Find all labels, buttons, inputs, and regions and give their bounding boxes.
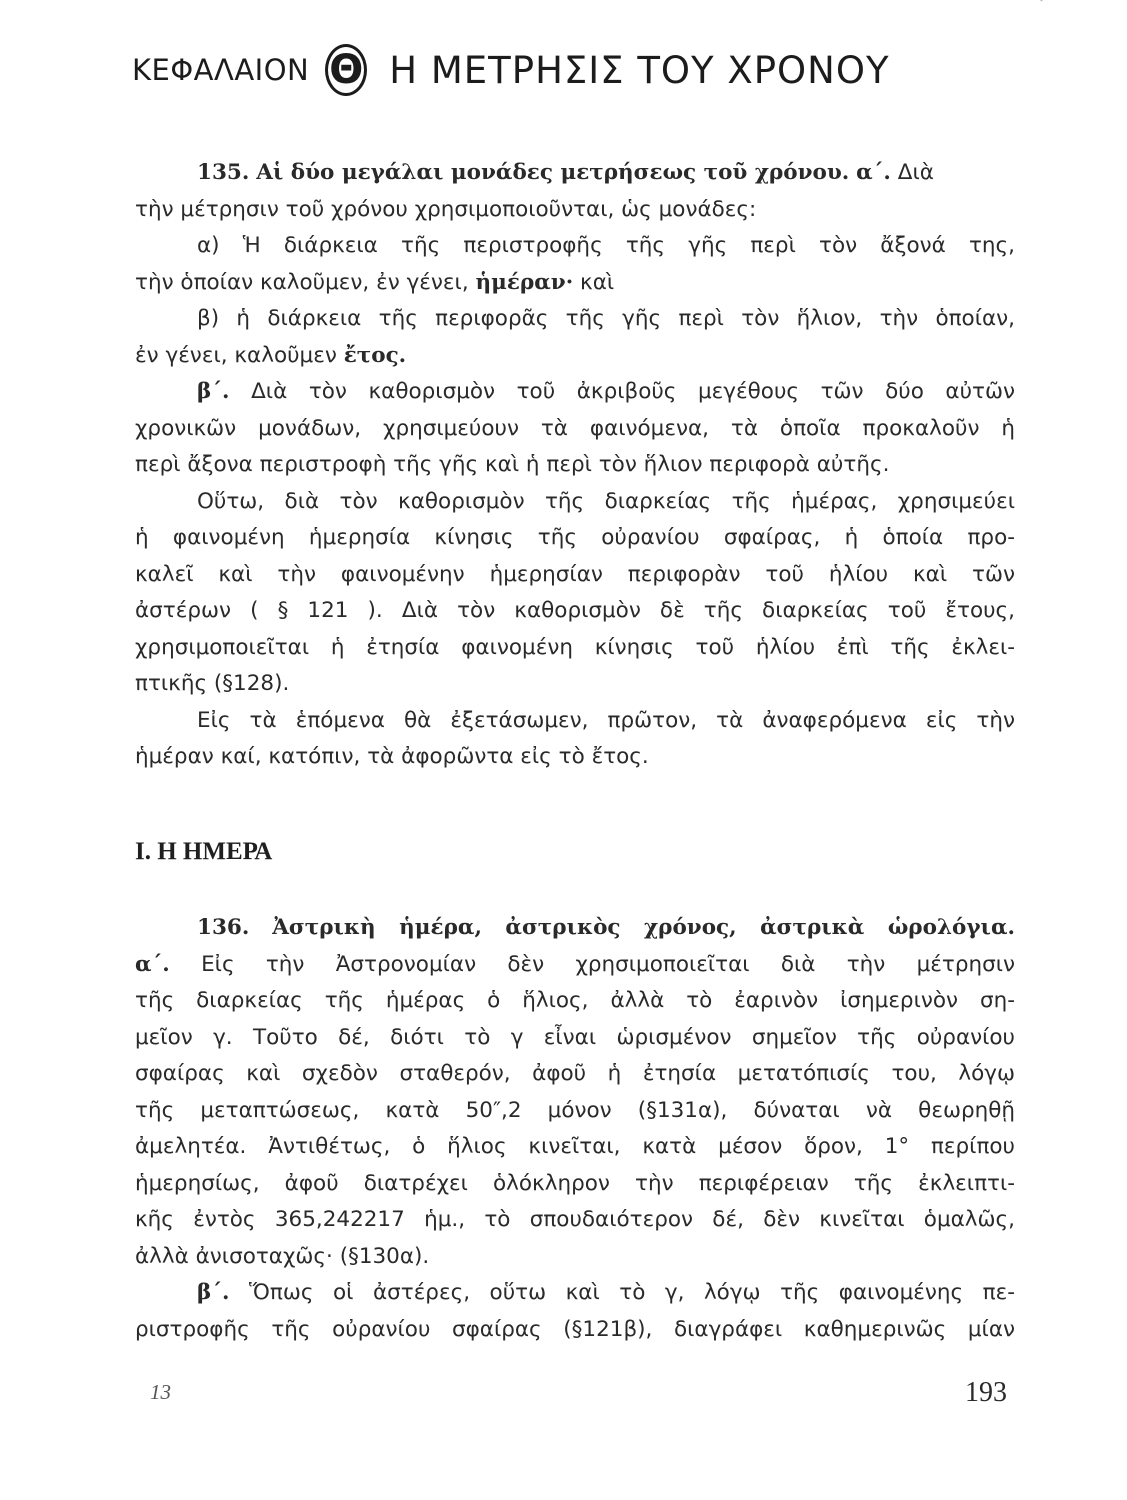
chapter-label: ΚΕΦΑΛΑΙΟΝ (132, 53, 310, 87)
paragraph-line: β) ἡ διάρκεια τῆς περιφορᾶς τῆς γῆς περὶ τὸν ἥλιον, τὴν ὁποίαν, (197, 306, 1015, 331)
part-mark: α΄. (856, 160, 891, 185)
section-135 (135, 155, 1015, 776)
chapter-number: Θ (325, 44, 367, 96)
paragraph-line: περὶ ἄξονα περιστροφὴ τῆς γῆς καὶ ἡ περὶ τὸν ἥλιον περιφορὰ αὐτῆς. (135, 452, 890, 477)
paragraph-line: ἀστέρων ( § 121 ). Διὰ τὸν καθορισμὸν δὲ τῆς διαρκείας τοῦ ἔτους, (135, 598, 1015, 623)
page-number: 193 (965, 1377, 1007, 1408)
paragraph-line: τῆς διαρκείας τῆς ἡμέρας ὁ ἥλιος, ἀλλὰ τὸ ἐαρινὸν ἰσημερινὸν ση- (135, 988, 1015, 1013)
paragraph-line: Εἰς τὰ ἑπόμενα θὰ ἐξετάσωμεν, πρῶτον, τὰ ἀναφερόμενα εἰς τὴν (197, 707, 1015, 733)
paragraph-line: Οὕτω, διὰ τὸν καθορισμὸν τῆς διαρκείας τῆς ἡμέρας, χρησιμεύει (197, 488, 1015, 514)
paragraph-line: κῆς ἐντὸς 365,242217 ἡμ., τὸ σπουδαιότερον δέ, δὲν κινεῖται ὁμαλῶς, (135, 1207, 1015, 1232)
paragraph-line: Διὰ (897, 160, 934, 185)
paragraph-line: ἡ φαινομένη ἡμερησία κίνησις τῆς οὐρανίου σφαίρας, ἡ ὁποία προ- (135, 525, 1015, 550)
paragraph-line-with-bold (135, 265, 1015, 302)
paragraph-text: τὴν ὁποίαν καλοῦμεν, ἐν γένει, (135, 269, 469, 295)
paragraph-line: μεῖον γ. Τοῦτο δέ, διότι τὸ γ εἶναι ὡρισμένον σημεῖον τῆς οὐρανίου (135, 1024, 1015, 1050)
bold-term: ἡμέραν· (475, 269, 574, 295)
part-mark: β΄. (197, 1280, 230, 1305)
paragraph-line-part-a (135, 947, 1015, 984)
paragraph-text: Εἰς τὴν Ἀστρονομίαν δὲν χρησιμοποιεῖται διὰ τὴν μέτρησιν (201, 951, 1015, 977)
paragraph-text: ἐν γένει, καλοῦμεν (135, 342, 337, 368)
section-title: Αἱ δύο μεγάλαι μονάδες μετρήσεως τοῦ χρόνου. (256, 160, 850, 185)
section-number: 135. (197, 160, 250, 185)
paragraph-line: πτικῆς (§128). (135, 671, 290, 696)
paragraph-line: σφαίρας καὶ σχεδὸν σταθερόν, ἀφοῦ ἡ ἐτησία μετατόπισίς του, λόγῳ (135, 1061, 1015, 1086)
paragraph-line: ἀμελητέα. Ἀντιθέτως, ὁ ἥλιος κινεῖται, κατὰ μέσον ὅρον, 1° περίπου (135, 1134, 1015, 1159)
section-number: 136. (197, 915, 250, 940)
paragraph-line: ἡμερησίως, ἀφοῦ διατρέχει ὁλόκληρον τὴν περιφέρειαν τῆς ἐκλειπτι- (135, 1170, 1015, 1196)
paragraph-line-part-b (135, 374, 1015, 411)
chapter-header (132, 40, 892, 100)
part-mark: β΄. (197, 379, 230, 404)
paragraph-line: καλεῖ καὶ τὴν φαινομένην ἡμερησίαν περιφορὰν τοῦ ἡλίου καὶ τῶν (135, 561, 1015, 587)
paragraph-line-with-bold (135, 338, 1015, 375)
bold-term: ἔτος. (343, 342, 407, 368)
scan-corner-mark (1040, 0, 1087, 2)
paragraph-line: τῆς μεταπτώσεως, κατὰ 50″,2 μόνον (§131α), δύναται νὰ θεωρηθῇ (135, 1097, 1015, 1123)
paragraph-text: καὶ (580, 269, 615, 295)
paragraph-line: χρησιμοποιεῖται ἡ ἐτησία φαινομένη κίνησις τοῦ ἡλίου ἐπὶ τῆς ἐκλει- (135, 634, 1015, 660)
paragraph-text: Ὅπως οἱ ἀστέρες, οὕτω καὶ τὸ γ, λόγῳ τῆς φαινομένης πε- (249, 1280, 1015, 1305)
paragraph-line: ἀλλὰ ἀνισοταχῶς· (§130α). (135, 1243, 430, 1269)
paragraph-line: α) Ἡ διάρκεια τῆς περιστροφῆς τῆς γῆς περὶ τὸν ἄξονά της, (197, 233, 1015, 258)
paragraph-line: τὴν μέτρησιν τοῦ χρόνου χρησιμοποιοῦνται, ὡς μονάδες: (135, 196, 757, 222)
paragraph-line: χρονικῶν μονάδων, χρησιμεύουν τὰ φαινόμενα, τὰ ὁποῖα προκαλοῦν ἡ (135, 415, 1015, 441)
section-135-heading-line (135, 155, 1015, 192)
part-mark: α΄. (135, 951, 170, 977)
section-136-heading-line (135, 910, 1015, 947)
section-136 (135, 910, 1015, 1348)
paragraph-text: Διὰ τὸν καθορισμὸν τοῦ ἀκριβοῦς μεγέθους τῶν δύο αὐτῶν (251, 379, 1015, 404)
paragraph-line: ριστροφῆς τῆς οὐρανίου σφαίρας (§121β), διαγράφει καθημερινῶς μίαν (135, 1316, 1015, 1342)
section-title: Ἀστρικὴ ἡμέρα, ἀστρικὸς χρόνος, ἀστρικὰ ὡρολόγια. (272, 915, 1015, 940)
subsection-heading: Ι. Η ΗΜΕΡΑ (135, 838, 273, 865)
chapter-title: Η ΜΕΤΡΗΣΙΣ ΤΟΥ ΧΡΟΝΟΥ (389, 48, 890, 92)
signature-mark: 13 (150, 1380, 171, 1404)
paragraph-line: ἡμέραν καί, κατόπιν, τὰ ἀφορῶντα εἰς τὸ ἔτος. (135, 744, 649, 769)
paragraph-line-part-b (135, 1275, 1015, 1312)
